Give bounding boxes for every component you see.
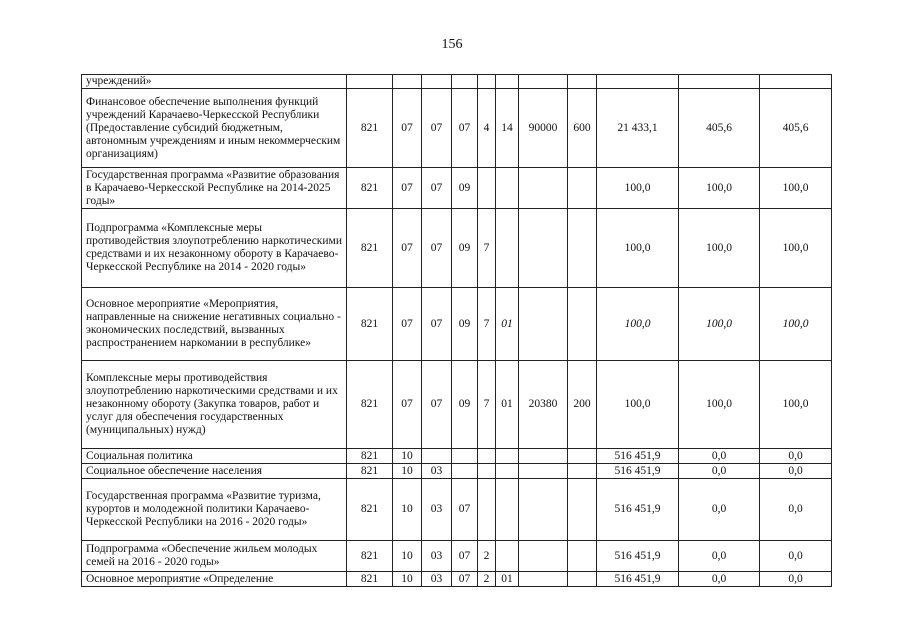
amount-year-3: 405,6 [760, 89, 832, 168]
row-name: Подпрограмма «Комплексные меры противодействия злоупотреблению наркотическими средствами и их незаконному обороту в Карачаево-Черкесской Республике на 2014 - 2020 годы» [82, 209, 347, 288]
section-code [393, 75, 422, 89]
row-name: Социальная политика [82, 449, 347, 464]
subprogram-code: 7 [478, 361, 496, 449]
amount-year-1: 516 451,9 [597, 464, 679, 479]
ministry-code: 821 [347, 479, 393, 541]
main-activity-code: 01 [496, 572, 519, 587]
program-code [452, 449, 478, 464]
amount-year-3: 0,0 [760, 541, 832, 572]
amount-year-2: 0,0 [679, 479, 760, 541]
subprogram-code: 2 [478, 541, 496, 572]
main-activity-code [496, 75, 519, 89]
amount-year-3: 0,0 [760, 479, 832, 541]
amount-year-3: 100,0 [760, 288, 832, 361]
expense-type-code [568, 288, 597, 361]
direction-code [519, 288, 568, 361]
amount-year-1: 100,0 [597, 361, 679, 449]
subsection-code: 07 [422, 209, 452, 288]
amount-year-1: 516 451,9 [597, 479, 679, 541]
program-code: 07 [452, 89, 478, 168]
amount-year-2 [679, 75, 760, 89]
program-code: 07 [452, 541, 478, 572]
section-code: 10 [393, 449, 422, 464]
budget-table-body [82, 75, 832, 587]
subprogram-code: 2 [478, 572, 496, 587]
ministry-code: 821 [347, 541, 393, 572]
direction-code [519, 541, 568, 572]
row-name: Подпрограмма «Обеспечение жильем молодых семей на 2016 - 2020 годы» [82, 541, 347, 572]
amount-year-3: 0,0 [760, 464, 832, 479]
expense-type-code [568, 75, 597, 89]
amount-year-1: 516 451,9 [597, 541, 679, 572]
table-row [82, 89, 832, 168]
amount-year-2: 0,0 [679, 541, 760, 572]
ministry-code: 821 [347, 209, 393, 288]
amount-year-2: 100,0 [679, 168, 760, 209]
section-code: 10 [393, 572, 422, 587]
amount-year-2: 100,0 [679, 288, 760, 361]
main-activity-code: 14 [496, 89, 519, 168]
expense-type-code [568, 479, 597, 541]
amount-year-3: 100,0 [760, 209, 832, 288]
subsection-code: 03 [422, 541, 452, 572]
amount-year-3: 100,0 [760, 168, 832, 209]
expense-type-code [568, 464, 597, 479]
row-name: Основное мероприятие «Определение [82, 572, 347, 587]
table-row [82, 464, 832, 479]
row-name: Основное мероприятие «Мероприятия, направленные на снижение негативных социально - экономических последствий, вызванных распространением наркомании в республике» [82, 288, 347, 361]
amount-year-2: 100,0 [679, 361, 760, 449]
amount-year-3: 100,0 [760, 361, 832, 449]
amount-year-1: 100,0 [597, 168, 679, 209]
main-activity-code [496, 209, 519, 288]
direction-code [519, 75, 568, 89]
program-code: 09 [452, 361, 478, 449]
amount-year-1: 100,0 [597, 209, 679, 288]
section-code: 10 [393, 479, 422, 541]
table-row [82, 209, 832, 288]
amount-year-2: 100,0 [679, 209, 760, 288]
row-name: Социальное обеспечение населения [82, 464, 347, 479]
subprogram-code [478, 464, 496, 479]
direction-code [519, 479, 568, 541]
section-code: 10 [393, 464, 422, 479]
expense-type-code [568, 449, 597, 464]
amount-year-1: 100,0 [597, 288, 679, 361]
subprogram-code: 7 [478, 209, 496, 288]
amount-year-2: 0,0 [679, 572, 760, 587]
ministry-code: 821 [347, 464, 393, 479]
budget-table [81, 74, 832, 587]
subsection-code: 03 [422, 572, 452, 587]
main-activity-code: 01 [496, 288, 519, 361]
row-name: Финансовое обеспечение выполнения функций учреждений Карачаево-Черкесской Республики (Предоставление субсидий бюджетным, автономным учреждениям и иным некоммерческим организациям) [82, 89, 347, 168]
amount-year-1: 516 451,9 [597, 572, 679, 587]
amount-year-3: 0,0 [760, 449, 832, 464]
expense-type-code: 600 [568, 89, 597, 168]
table-row [82, 288, 832, 361]
subsection-code: 03 [422, 479, 452, 541]
table-row [82, 541, 832, 572]
subsection-code [422, 75, 452, 89]
amount-year-2: 405,6 [679, 89, 760, 168]
amount-year-1: 21 433,1 [597, 89, 679, 168]
direction-code [519, 209, 568, 288]
program-code: 09 [452, 288, 478, 361]
main-activity-code: 01 [496, 361, 519, 449]
subprogram-code [478, 168, 496, 209]
expense-type-code [568, 541, 597, 572]
subsection-code: 07 [422, 361, 452, 449]
ministry-code: 821 [347, 288, 393, 361]
subsection-code: 07 [422, 288, 452, 361]
amount-year-3 [760, 75, 832, 89]
ministry-code: 821 [347, 449, 393, 464]
amount-year-3: 0,0 [760, 572, 832, 587]
table-row [82, 479, 832, 541]
subsection-code: 07 [422, 89, 452, 168]
subprogram-code: 7 [478, 288, 496, 361]
direction-code: 20380 [519, 361, 568, 449]
ministry-code: 821 [347, 89, 393, 168]
section-code: 07 [393, 288, 422, 361]
program-code [452, 464, 478, 479]
table-row [82, 449, 832, 464]
main-activity-code [496, 464, 519, 479]
program-code: 07 [452, 479, 478, 541]
section-code: 07 [393, 209, 422, 288]
subprogram-code [478, 479, 496, 541]
table-row [82, 168, 832, 209]
direction-code [519, 168, 568, 209]
ministry-code [347, 75, 393, 89]
section-code: 07 [393, 361, 422, 449]
program-code: 07 [452, 572, 478, 587]
row-name: Комплексные меры противодействия злоупотреблению наркотическими средствами и их незаконному обороту (Закупка товаров, работ и услуг для обеспечения государственных (муниципальных) нужд) [82, 361, 347, 449]
main-activity-code [496, 168, 519, 209]
subsection-code: 03 [422, 464, 452, 479]
row-name: Государственная программа «Развитие туризма, курортов и молодежной политики Карачаево-Черкесской Республики на 2016 - 2020 годы» [82, 479, 347, 541]
main-activity-code [496, 449, 519, 464]
row-name: Государственная программа «Развитие образования в Карачаево-Черкесской Республике на 2014-2025 годы» [82, 168, 347, 209]
ministry-code: 821 [347, 168, 393, 209]
subsection-code [422, 449, 452, 464]
program-code [452, 75, 478, 89]
section-code: 07 [393, 89, 422, 168]
direction-code [519, 464, 568, 479]
direction-code: 90000 [519, 89, 568, 168]
row-name: учреждений» [82, 75, 347, 89]
subprogram-code: 4 [478, 89, 496, 168]
subprogram-code [478, 449, 496, 464]
table-row [82, 572, 832, 587]
expense-type-code [568, 168, 597, 209]
main-activity-code [496, 541, 519, 572]
main-activity-code [496, 479, 519, 541]
direction-code [519, 449, 568, 464]
subsection-code: 07 [422, 168, 452, 209]
amount-year-2: 0,0 [679, 449, 760, 464]
direction-code [519, 572, 568, 587]
table-row [82, 75, 832, 89]
program-code: 09 [452, 168, 478, 209]
table-row [82, 361, 832, 449]
subprogram-code [478, 75, 496, 89]
section-code: 10 [393, 541, 422, 572]
section-code: 07 [393, 168, 422, 209]
page-number: 156 [441, 37, 463, 52]
amount-year-2: 0,0 [679, 464, 760, 479]
ministry-code: 821 [347, 361, 393, 449]
expense-type-code: 200 [568, 361, 597, 449]
program-code: 09 [452, 209, 478, 288]
amount-year-1: 516 451,9 [597, 449, 679, 464]
expense-type-code [568, 209, 597, 288]
ministry-code: 821 [347, 572, 393, 587]
expense-type-code [568, 572, 597, 587]
amount-year-1 [597, 75, 679, 89]
